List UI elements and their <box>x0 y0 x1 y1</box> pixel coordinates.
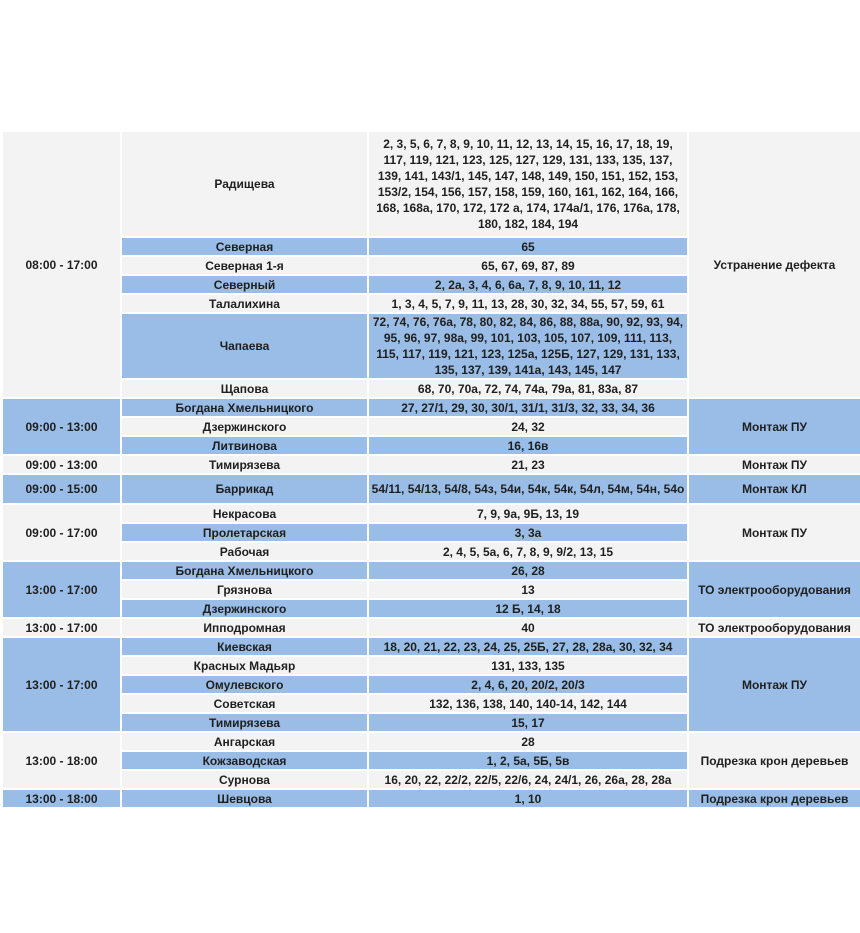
houses-cell: 16, 20, 22, 22/2, 22/5, 22/6, 24, 24/1, 26, 26а, 28, 28а <box>369 771 689 790</box>
time-cell: 09:00 - 15:00 <box>3 475 122 505</box>
operation-cell: ТО электрооборудования <box>689 562 860 619</box>
street-cell: Красных Мадьяр <box>122 657 369 676</box>
table-row <box>3 505 860 524</box>
street-cell: Баррикад <box>122 475 369 505</box>
houses-cell: 131, 133, 135 <box>369 657 689 676</box>
street-cell: Некрасова <box>122 505 369 524</box>
street-cell: Советская <box>122 695 369 714</box>
table-row <box>3 638 860 657</box>
operation-cell: Монтаж ПУ <box>689 456 860 475</box>
street-cell: Сурнова <box>122 771 369 790</box>
houses-cell: 54/11, 54/13, 54/8, 54з, 54и, 54к, 54к, 54л, 54м, 54н, 54о <box>369 475 689 505</box>
street-cell: Богдана Хмельницкого <box>122 399 369 418</box>
outage-schedule <box>3 132 860 809</box>
table-row <box>3 399 860 418</box>
houses-cell: 24, 32 <box>369 418 689 437</box>
street-cell: Кожзаводская <box>122 752 369 771</box>
time-cell: 13:00 - 17:00 <box>3 619 122 638</box>
street-cell: Ипподромная <box>122 619 369 638</box>
houses-cell: 1, 10 <box>369 790 689 809</box>
street-cell: Северная 1-я <box>122 257 369 276</box>
table-row <box>3 619 860 638</box>
houses-cell: 1, 2, 5а, 5Б, 5в <box>369 752 689 771</box>
houses-cell: 2, 4, 5, 5а, 6, 7, 8, 9, 9/2, 13, 15 <box>369 543 689 562</box>
operation-cell: ТО электрооборудования <box>689 619 860 638</box>
time-cell: 09:00 - 13:00 <box>3 456 122 475</box>
street-cell: Чапаева <box>122 314 369 380</box>
street-cell: Шевцова <box>122 790 369 809</box>
table-row <box>3 456 860 475</box>
operation-cell: Монтаж ПУ <box>689 638 860 733</box>
street-cell: Пролетарская <box>122 524 369 543</box>
table-row <box>3 733 860 752</box>
street-cell: Северная <box>122 238 369 257</box>
table-row <box>3 132 860 238</box>
street-cell: Богдана Хмельницкого <box>122 562 369 581</box>
houses-cell: 16, 16в <box>369 437 689 456</box>
time-cell: 13:00 - 18:00 <box>3 733 122 790</box>
street-cell: Киевская <box>122 638 369 657</box>
street-cell: Грязнова <box>122 581 369 600</box>
street-cell: Тимирязева <box>122 714 369 733</box>
street-cell: Северный <box>122 276 369 295</box>
houses-cell: 40 <box>369 619 689 638</box>
time-cell: 13:00 - 17:00 <box>3 562 122 619</box>
operation-cell: Подрезка крон деревьев <box>689 733 860 790</box>
houses-cell: 72, 74, 76, 76а, 78, 80, 82, 84, 86, 88, 88а, 90, 92, 93, 94, 95, 96, 97, 98а, 99, 101, 103, 105, 107, 109, 111, 113, 115, 117, 119, 121, 123, 125а, 125Б, 127, 129, 131, 133, 135, 137, 139, 141а, 143, 145, 147 <box>369 314 689 380</box>
operation-cell: Подрезка крон деревьев <box>689 790 860 809</box>
operation-cell: Монтаж КЛ <box>689 475 860 505</box>
time-cell: 09:00 - 17:00 <box>3 505 122 562</box>
houses-cell: 7, 9, 9а, 9Б, 13, 19 <box>369 505 689 524</box>
houses-cell: 2, 2а, 3, 4, 6, 6а, 7, 8, 9, 10, 11, 12 <box>369 276 689 295</box>
houses-cell: 12 Б, 14, 18 <box>369 600 689 619</box>
table-row <box>3 562 860 581</box>
houses-cell: 68, 70, 70а, 72, 74, 74а, 79а, 81, 83а, 87 <box>369 380 689 399</box>
operation-cell: Монтаж ПУ <box>689 505 860 562</box>
houses-cell: 26, 28 <box>369 562 689 581</box>
time-cell: 13:00 - 17:00 <box>3 638 122 733</box>
street-cell: Дзержинского <box>122 418 369 437</box>
houses-cell: 21, 23 <box>369 456 689 475</box>
houses-cell: 65 <box>369 238 689 257</box>
table-row <box>3 790 860 809</box>
operation-cell: Устранение дефекта <box>689 132 860 399</box>
street-cell: Тимирязева <box>122 456 369 475</box>
houses-cell: 13 <box>369 581 689 600</box>
houses-cell: 15, 17 <box>369 714 689 733</box>
time-cell: 08:00 - 17:00 <box>3 132 122 399</box>
houses-cell: 65, 67, 69, 87, 89 <box>369 257 689 276</box>
street-cell: Щапова <box>122 380 369 399</box>
street-cell: Рабочая <box>122 543 369 562</box>
street-cell: Дзержинского <box>122 600 369 619</box>
houses-cell: 2, 4, 6, 20, 20/2, 20/3 <box>369 676 689 695</box>
table-row <box>3 475 860 505</box>
houses-cell: 1, 3, 4, 5, 7, 9, 11, 13, 28, 30, 32, 34, 55, 57, 59, 61 <box>369 295 689 314</box>
houses-cell: 2, 3, 5, 6, 7, 8, 9, 10, 11, 12, 13, 14, 15, 16, 17, 18, 19, 117, 119, 121, 123, 125, 127, 129, 131, 133, 135, 137, 139, 141, 143/1, 145, 147, 148, 149, 150, 151, 152, 153, 153/2, 154, 156, 157, 158, 159, 160, 161, 162, 164, 166, 168, 168а, 170, 172, 172 а, 174, 174а/1, 176, 176а, 178, 180, 182, 184, 194 <box>369 132 689 238</box>
houses-cell: 132, 136, 138, 140, 140-14, 142, 144 <box>369 695 689 714</box>
street-cell: Радищева <box>122 132 369 238</box>
houses-cell: 27, 27/1, 29, 30, 30/1, 31/1, 31/3, 32, 33, 34, 36 <box>369 399 689 418</box>
outage-table-body <box>3 132 860 809</box>
street-cell: Ангарская <box>122 733 369 752</box>
time-cell: 09:00 - 13:00 <box>3 399 122 456</box>
street-cell: Литвинова <box>122 437 369 456</box>
houses-cell: 18, 20, 21, 22, 23, 24, 25, 25Б, 27, 28, 28а, 30, 32, 34 <box>369 638 689 657</box>
houses-cell: 28 <box>369 733 689 752</box>
operation-cell: Монтаж ПУ <box>689 399 860 456</box>
time-cell: 13:00 - 18:00 <box>3 790 122 809</box>
houses-cell: 3, 3а <box>369 524 689 543</box>
street-cell: Омулевского <box>122 676 369 695</box>
street-cell: Талалихина <box>122 295 369 314</box>
outage-table <box>3 132 860 809</box>
